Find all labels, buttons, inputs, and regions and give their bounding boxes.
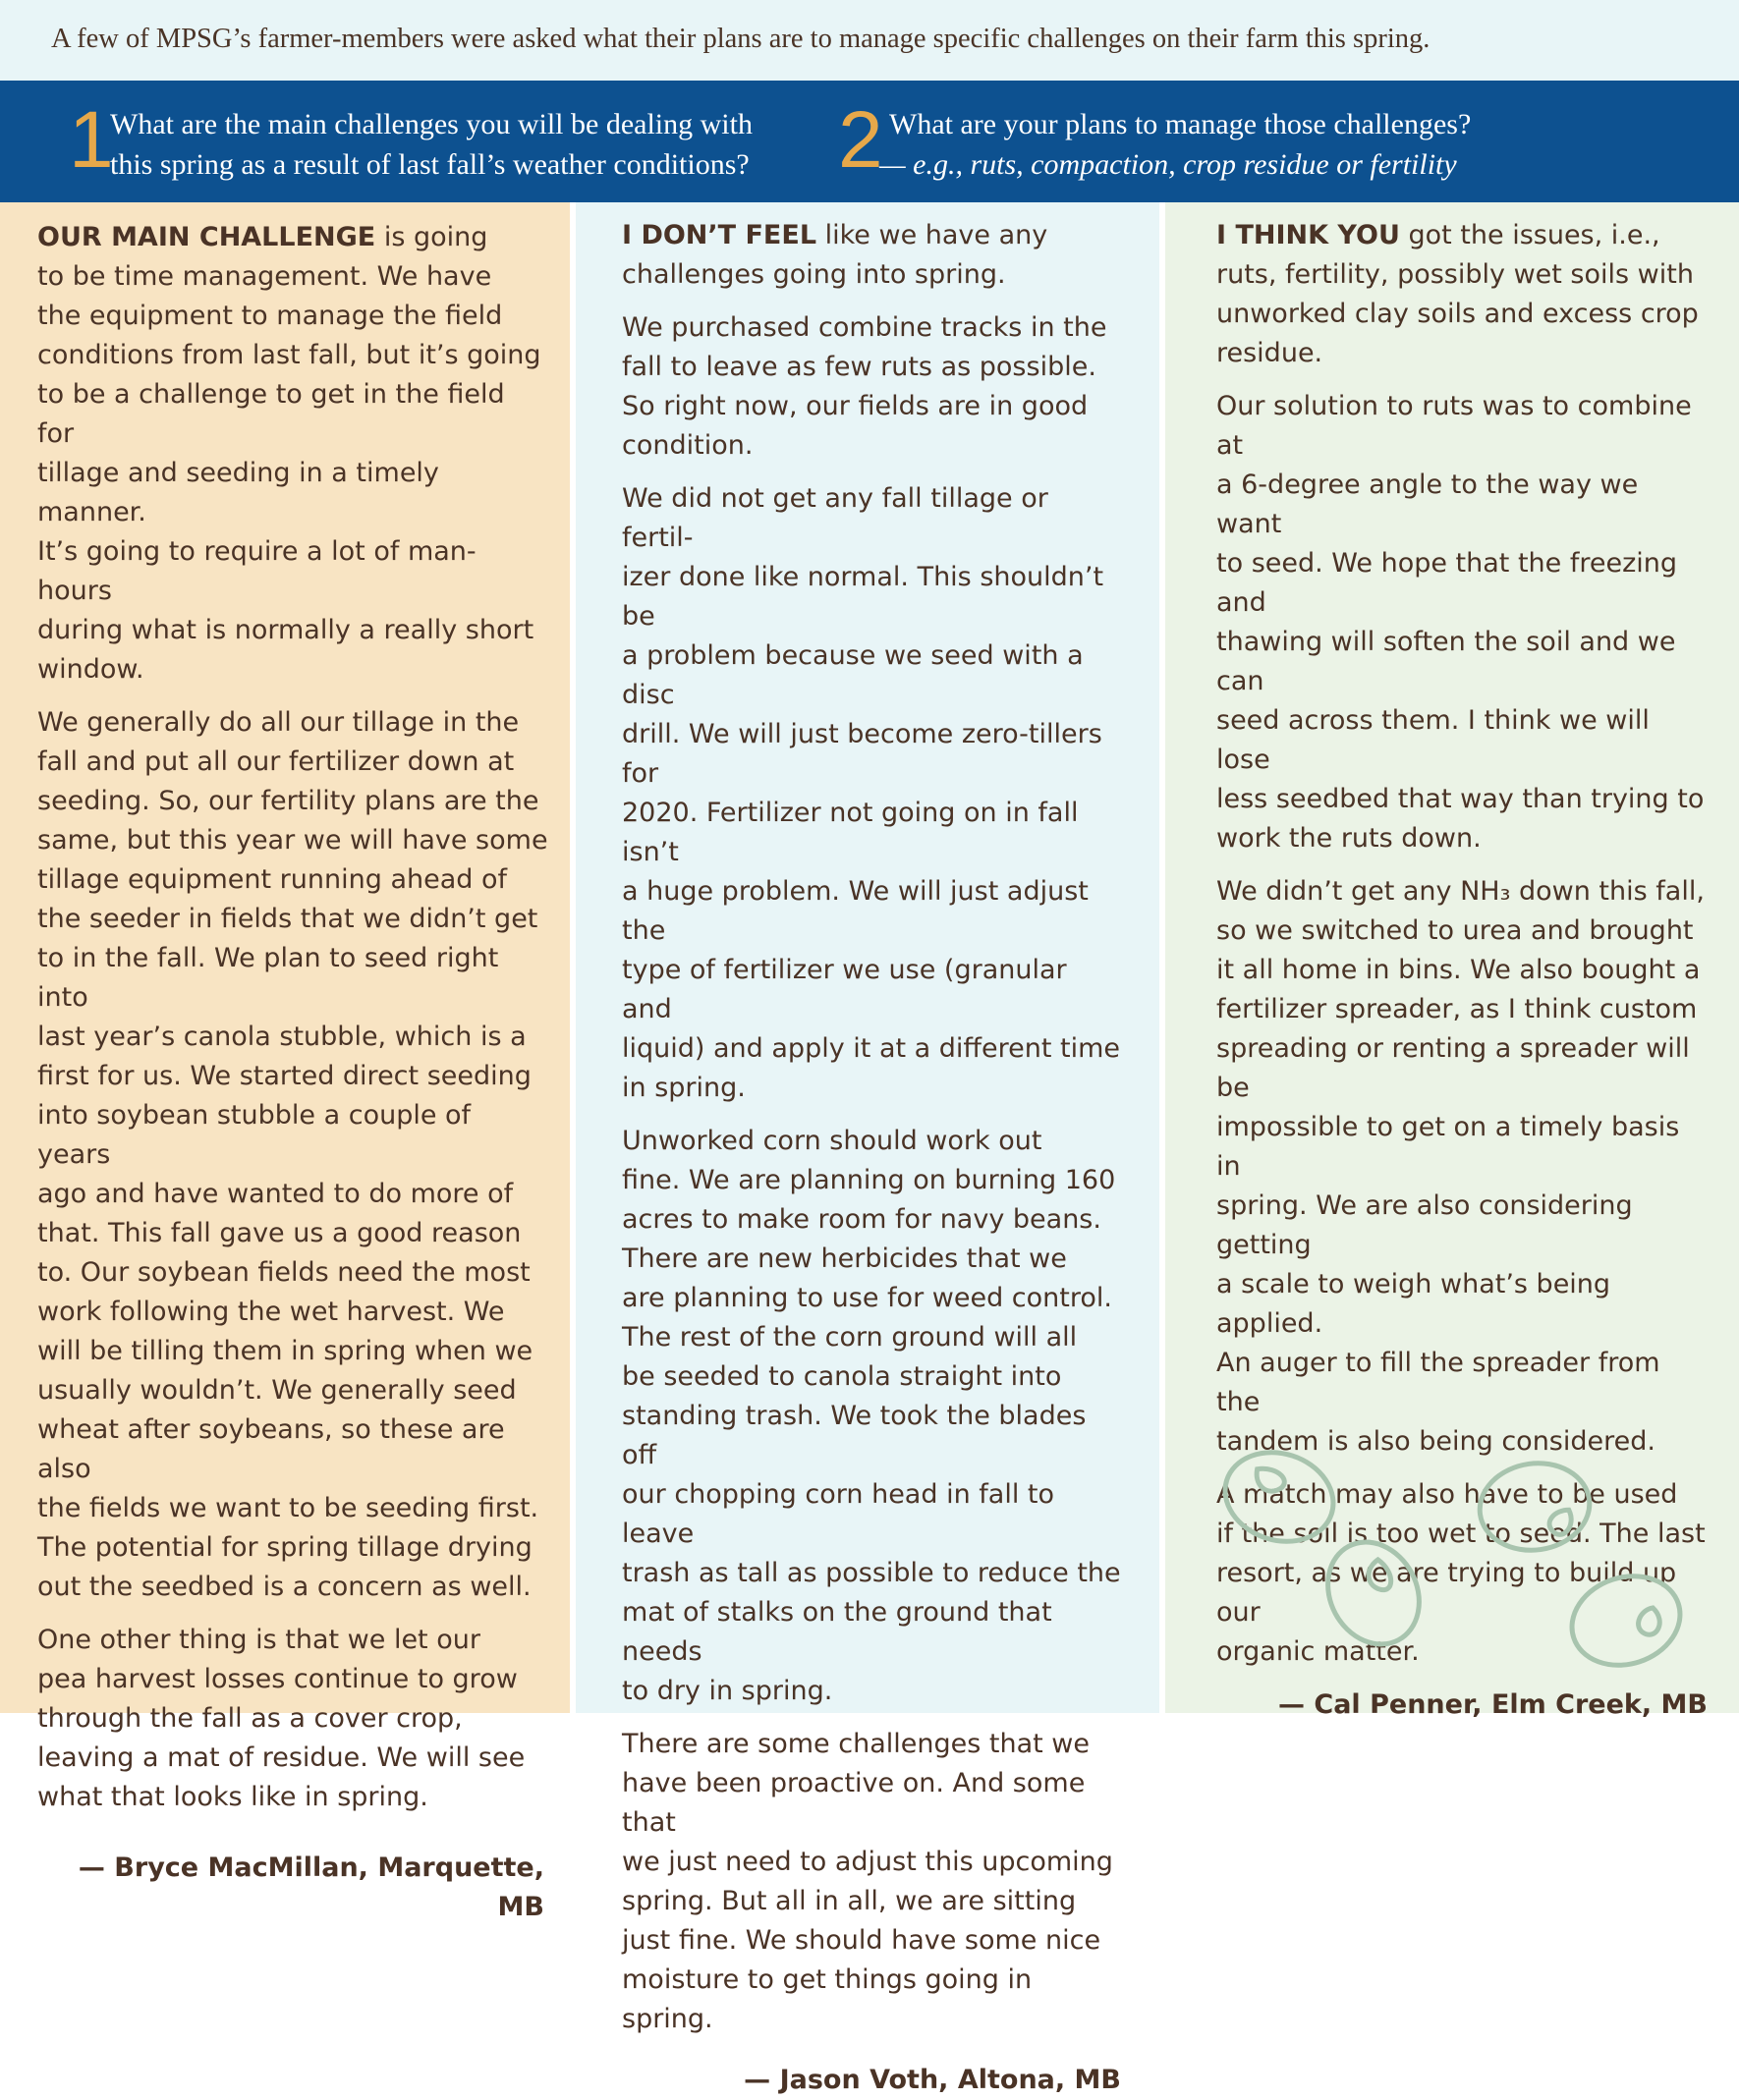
answer-line: fertilizer spreader, as I think custom [1216,994,1698,1024]
answer-line: So right now, our fields are in good [622,391,1089,421]
answer-line: to seed. We hope that the freezing and [1216,548,1678,618]
lead-in: I DON’T FEEL [622,220,817,250]
answer-line: There are some challenges that we [622,1729,1090,1759]
answer-line: We didn’t get any NH₃ down this fall, [1216,876,1705,907]
answer-line: the equipment to manage the field [37,301,503,331]
answer-line: will be tilling them in spring when we [37,1336,533,1366]
answer-line: are planning to use for weed control. [622,1283,1112,1313]
answer-paragraph [622,1725,1123,2039]
answer-line: that. This fall gave us a good reason [37,1218,522,1248]
answer-line: is going [375,222,488,252]
answer-line: be seeded to canola straight into [622,1361,1062,1392]
answer-line: fine. We are planning on burning 160 [622,1165,1116,1195]
answer-line: mat of stalks on the ground that needs [622,1597,1052,1667]
answer-line: first for us. We started direct seeding [37,1061,532,1091]
answer-line: got the issues, i.e., [1399,220,1660,250]
answer-line: in spring. [622,1073,746,1103]
answer-line: to in the fall. We plan to seed right into [37,943,499,1013]
answer-paragraph [1216,872,1708,1462]
answer-line: the seeder in fields that we didn’t get [37,904,538,934]
answer-line: into soybean stubble a couple of years [37,1100,472,1170]
answer-line: our chopping corn head in fall to leave [622,1479,1055,1549]
answer-line: resort, as we are trying to build up our [1216,1558,1677,1628]
answer-line: what that looks like in spring. [37,1782,428,1812]
answer-line: A match may also have to be used [1216,1479,1678,1510]
answer-line: organic matter. [1216,1636,1420,1667]
answer-line: liquid) and apply it at a different time [622,1033,1121,1064]
question-2 [879,104,1471,185]
answer-line: a huge problem. We will just adjust the [622,876,1089,946]
answer-line: fall to leave as few ruts as possible. [622,352,1096,382]
answer-line: less seedbed that way than trying to [1216,784,1705,814]
answer-line: tillage equipment running ahead of [37,864,507,895]
answer-paragraph [1216,216,1708,373]
answer-line: during what is normally a really short [37,615,534,645]
question-1-line-1: What are the main challenges you will be dealing with [110,108,753,140]
answer-line: standing trash. We took the blades off [622,1401,1087,1470]
answer-line: challenges going into spring. [622,259,1006,290]
answer-line: it all home in bins. We also bought a [1216,955,1701,985]
answer-line: 2020. Fertilizer not going on in fall isn’t [622,798,1079,867]
soybean-icon [1213,1439,1345,1555]
answer-line: seeding. So, our fertility plans are the [37,786,539,816]
answer-line: a problem because we seed with a disc [622,640,1084,710]
answer-line: pea harvest losses continue to grow [37,1664,518,1694]
soybean-icon [1218,1436,1729,1691]
intro-text: A few of MPSG’s farmer-members were asked what their plans are to manage specific challenges on their farm this spring. [51,24,1430,54]
answer-line: same, but this year we will have some [37,825,548,856]
answer-line: to dry in spring. [622,1676,833,1706]
answer-line: impossible to get on a timely basis in [1216,1112,1680,1182]
answer-line: leaving a mat of residue. We will see [37,1742,526,1773]
answer-line: to. Our soybean fields need the most [37,1257,531,1288]
answer-line: residue. [1216,338,1323,368]
question-2-number: 2 [838,95,883,185]
column-divider [1159,202,1165,1713]
answer-line: An auger to fill the spreader from the [1216,1348,1660,1417]
answer-line: condition. [622,430,754,461]
answer-line: Unworked corn should work out [622,1126,1042,1156]
answer-line: like we have any [816,220,1048,250]
answer-line: We generally do all our tillage in the [37,707,520,738]
answer-line: window. [37,654,144,685]
question-1-number: 1 [69,95,114,185]
answer-line: to be a challenge to get in the field for [37,379,505,449]
answer-line: if the soil is too wet to seed. The last [1216,1519,1706,1549]
answer-line: have been proactive on. And some that [622,1768,1086,1838]
answer-line: usually wouldn’t. We generally seed [37,1375,517,1406]
lead-in: OUR MAIN CHALLENGE [37,222,376,252]
question-1 [110,104,753,185]
answer-line: work following the wet harvest. We [37,1297,505,1327]
answer-line: ruts, fertility, possibly wet soils with [1216,259,1694,290]
question-2-line-1: What are your plans to manage those challenges? [889,108,1472,140]
signature: — Cal Penner, Elm Creek, MB [1278,1689,1708,1720]
answer-paragraph [622,216,1123,295]
answer-line: to be time management. We have [37,261,492,292]
question-2-line-2: — e.g., ruts, compaction, crop residue or fertility [879,148,1457,181]
answer-line: work the ruts down. [1216,823,1482,854]
soybean-icon [1560,1563,1692,1679]
column-divider [570,202,576,1713]
answer-line: acres to make room for navy beans. [622,1204,1101,1235]
answer-paragraph [1216,387,1708,858]
answer-paragraph [622,1122,1123,1711]
answer-line: just fine. We should have some nice [622,1925,1101,1956]
answer-line: a scale to weigh what’s being applied. [1216,1269,1611,1339]
answer-paragraph [37,218,548,690]
question-1-line-2: this spring as a result of last fall’s weather conditions? [110,148,750,181]
answer-line: the fields we want to be seeding first. [37,1493,539,1523]
answer-paragraph [622,308,1123,466]
answer-line: out the seedbed is a concern as well. [37,1572,532,1602]
answer-line: The potential for spring tillage drying [37,1532,533,1563]
answer-line: tillage and seeding in a timely manner. [37,458,439,527]
signature: — Bryce MacMillan, Marquette, MB [78,1852,544,1922]
answer-line: type of fertilizer we use (granular and [622,955,1067,1024]
signature: — Jason Voth, Altona, MB [744,2065,1121,2095]
answer-line: The rest of the corn ground will all [622,1322,1078,1353]
answer-line: We did not get any fall tillage or fertil- [622,483,1048,553]
answer-line: It’s going to require a lot of man-hours [37,536,477,606]
answer-line: One other thing is that we let our [37,1625,480,1655]
answer-line: moisture to get things going in spring. [622,1964,1033,2034]
lead-in: I THINK YOU [1216,220,1400,250]
answer-line: We purchased combine tracks in the [622,312,1107,343]
answer-line: There are new herbicides that we [622,1243,1067,1274]
answer-line: last year’s canola stubble, which is a [37,1022,527,1052]
answer-line: a 6-degree angle to the way we want [1216,470,1639,539]
answer-line: drill. We will just become zero-tillers for [622,719,1102,789]
soybean-icon [1311,1526,1436,1661]
answer-paragraph [37,1621,548,1817]
answer-line: spreading or renting a spreader will be [1216,1033,1690,1103]
soybean-icon [1474,1457,1595,1558]
answer-line: conditions from last fall, but it’s going [37,340,541,370]
answer-paragraph [37,703,548,1607]
answer-line: Our solution to ruts was to combine at [1216,391,1692,461]
answer-1 [37,218,548,1927]
answer-line: wheat after soybeans, so these are also [37,1414,505,1484]
answer-line: trash as tall as possible to reduce the [622,1558,1121,1588]
answer-line: seed across them. I think we will lose [1216,705,1650,775]
answer-line: we just need to adjust this upcoming [622,1847,1113,1877]
answer-line: spring. But all in all, we are sitting [622,1886,1077,1916]
answer-line: fall and put all our fertilizer down at [37,746,515,777]
answer-line: spring. We are also considering getting [1216,1190,1633,1260]
answer-line: so we switched to urea and brought [1216,915,1694,946]
answer-line: izer done like normal. This shouldn’t be [622,562,1104,632]
answer-line: unworked clay soils and excess crop [1216,299,1699,329]
answer-paragraph [622,479,1123,1108]
answer-line: tandem is also being considered. [1216,1426,1655,1457]
answer-line: ago and have wanted to do more of [37,1179,514,1209]
answer-line: through the fall as a cover crop, [37,1703,463,1734]
answer-2 [622,216,1123,2100]
answer-line: thawing will soften the soil and we can [1216,627,1676,696]
